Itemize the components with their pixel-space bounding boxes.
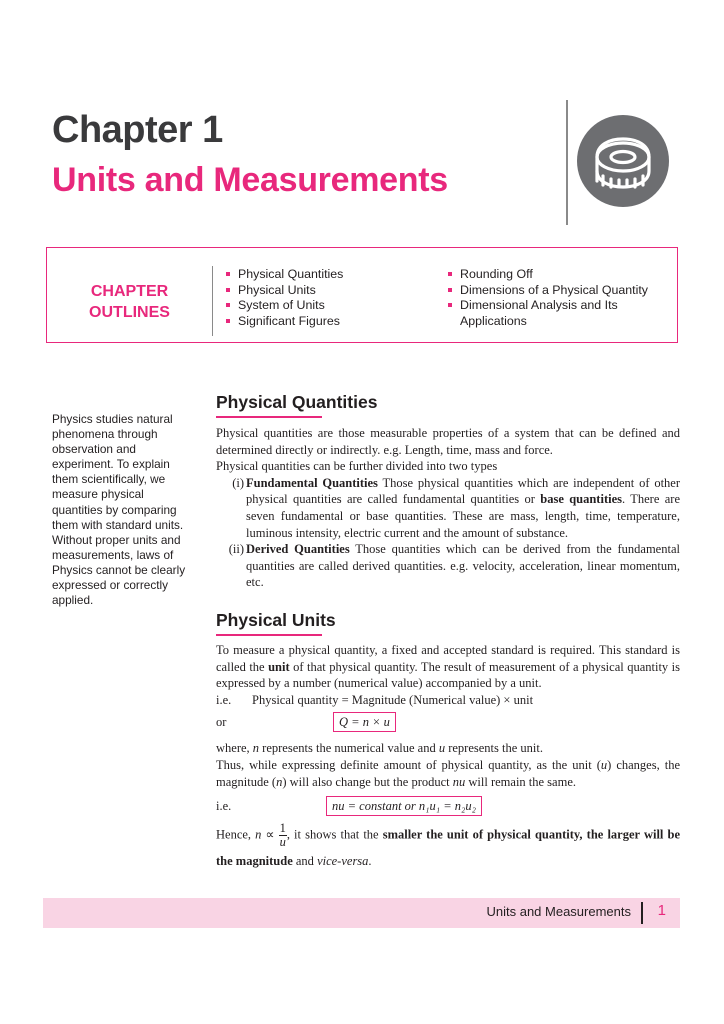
or-label: or [216,715,227,730]
header-divider [566,100,568,225]
item-bold-term: base quantities [540,492,622,507]
outline-item-label: Physical Units [238,282,316,297]
outline-heading-line-1: CHAPTER [90,283,169,300]
outline-heading-line-2: OUTLINES [89,304,170,321]
text-run: of that physical quantity. The result of measurement of a physical quantity is expressed by a number (numerical value) accompanied by a unit. [216,659,680,691]
footer-title: Units and Measurements [486,904,631,919]
bullet-icon [448,288,452,292]
section-heading-physical-units: Physical Units [216,610,336,630]
math-var: n [252,741,260,756]
bullet-icon [448,303,452,307]
math-var: u [600,757,608,772]
outline-column-2 [448,267,673,329]
outline-item-label: Physical Quantities [238,267,344,281]
outline-item [448,298,673,314]
measuring-tape-icon [577,115,669,207]
ie-label: i.e. [216,799,232,814]
math-var: nu [452,774,466,789]
footer-divider [641,902,643,924]
fraction [279,822,287,849]
chapter-outline-box [46,247,678,343]
item-text: Those physical quantities which are independent of other physical quantities are called fundamental quantities or [246,475,680,507]
item-number: (ii) [228,542,244,557]
sidebar-note [52,412,192,608]
bullet-icon [226,319,230,323]
bullet-icon [226,272,230,276]
equation-text: Physical quantity = Magnitude (Numerical value) × unit [252,692,534,707]
text-run: where, [216,741,253,756]
heading-underline [216,634,322,636]
section-body-physical-quantities [216,425,680,591]
boxed-equation: nu = constant or n₁u₁ = n₂u₂ [326,796,482,816]
outline-item-label: Dimensions of a Physical Quantity [460,282,649,297]
body-paragraph [216,642,680,692]
body-paragraph [216,822,680,873]
text-run: To measure a physical quantity, a fixed and accepted standard is required. This standard is called the [216,643,680,674]
body-paragraph [216,740,680,757]
boxed-equation: Q = n × u [333,712,396,732]
text-run: Thus, while expressing definite amount of physical quantity, as the unit ( [216,757,601,772]
text-run: , it shows that the [286,827,383,842]
outline-column-1 [226,267,343,329]
section-body-physical-units [216,642,680,873]
outline-item [226,283,343,299]
outline-item-continuation [448,314,673,330]
outline-item-label: Applications [460,313,527,328]
body-paragraph: Physical quantities can be further divided into two types [216,459,498,474]
outline-item-label: Significant Figures [238,313,340,328]
outline-item-label: Dimensional Analysis and Its [460,298,618,313]
equation-line [216,692,680,709]
math-var: n [276,774,283,789]
page-number: 1 [657,902,666,919]
heading-underline [216,416,322,418]
item-term: Fundamental Quantities [246,475,378,490]
section-heading-physical-quantities: Physical Quantities [216,392,378,412]
outline-item [226,267,343,283]
item-term: Derived Quantities [246,542,350,557]
footer-band [43,898,680,928]
fraction-numerator: 1 [279,821,286,836]
outline-heading [47,281,212,323]
text-run: represents the unit. [445,741,543,756]
enumerated-item [216,541,680,591]
text-run: ) will also change but the product [282,774,453,789]
ie-label: i.e. [216,692,232,707]
italic-term: vice-versa [317,854,369,869]
text-run: represents the numerical value and [259,741,439,756]
sidebar-paragraph: Physics studies natural phenomena through observation and experiment. To explain them scientifically, we measure physical quantities by comparing them with standard units. [52,412,184,532]
outline-item [226,314,343,330]
bullet-icon [226,288,230,292]
text-run: and [292,854,318,869]
bullet-icon [448,272,452,276]
math-var: u [438,741,446,756]
text-run: Hence, [216,827,256,842]
body-paragraph [216,757,680,790]
equation-line [216,796,680,816]
sidebar-paragraph: Without proper units and measurements, laws of Physics cannot be clearly expressed or correctly applied. [52,532,186,608]
outline-item-label: System of Units [238,298,325,313]
body-paragraph: Physical quantities are those measurable properties of a system that can be defined and determined directly or indirectly. e.g. Length, time, mass and force. [216,426,680,457]
equation-line [216,712,680,732]
text-run: . [368,854,372,869]
item-text: . There are seven fundamental or base quantities. These are mass, length, time, temperature, luminous intensity, electric current and the amount of substance. [246,492,680,540]
proportional-symbol: ∝ [261,827,279,842]
item-number: (i) [232,475,244,490]
text-run: will remain the same. [465,774,576,789]
outline-item [226,298,343,314]
chapter-title: Units and Measurements [52,161,448,199]
enumerated-item [216,475,680,541]
outline-divider [212,266,213,336]
chapter-label: Chapter 1 [52,109,223,151]
item-text: Those quantities which can be derived from the fundamental quantities are called derived quantities. e.g. velocity, acceleration, linear momentum, etc. [246,542,680,590]
bold-statement: smaller the unit of physical quantity, the larger will be the magnitude [216,827,680,869]
text-run: ) changes, the magnitude ( [216,757,680,789]
bold-term: unit [268,659,290,674]
fraction-denominator: u [279,835,286,850]
outline-item [448,283,673,299]
math-var: n [255,827,262,842]
outline-item [448,267,673,283]
outline-item-label: Rounding Off [460,267,533,281]
bullet-icon [226,303,230,307]
